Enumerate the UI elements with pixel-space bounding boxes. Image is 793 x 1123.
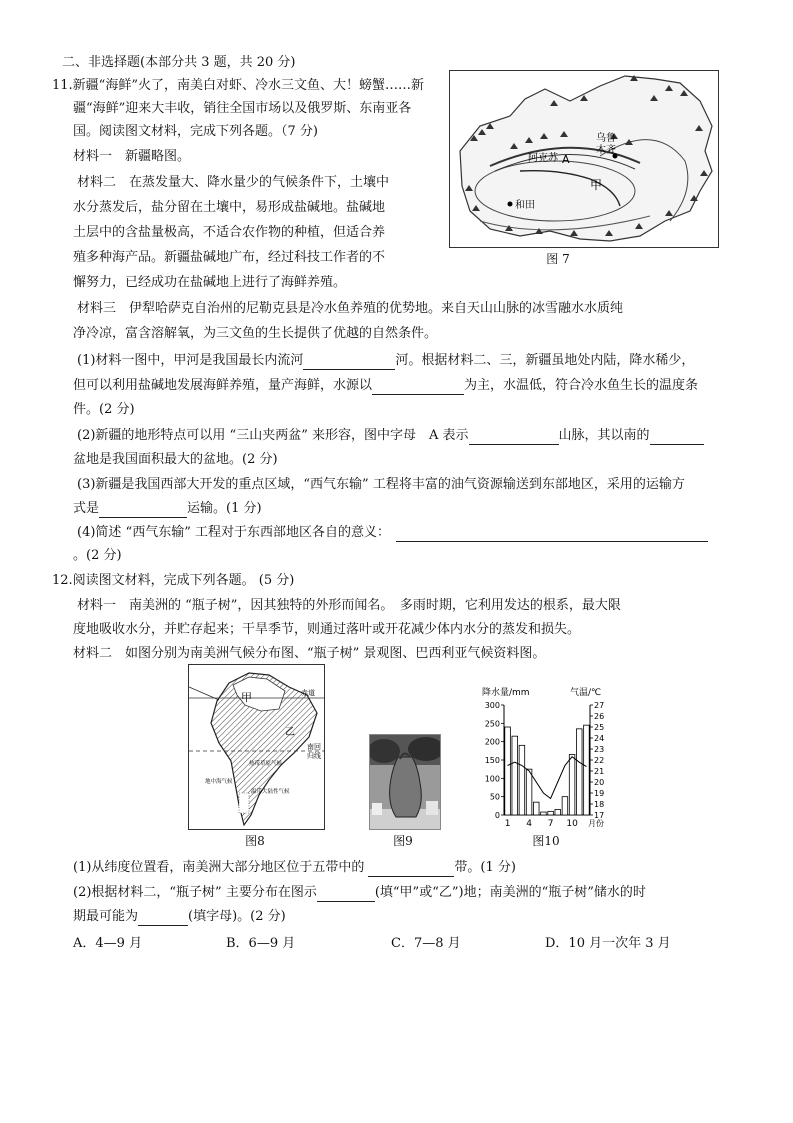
precip-bar bbox=[533, 802, 539, 815]
bottle-tree-photo bbox=[369, 734, 441, 830]
q11-sub4-text-a: (4)简述 “西气东输” 工程对于东西部地区各自的意义： bbox=[77, 525, 390, 540]
q11-sub1-blank-2[interactable] bbox=[372, 380, 464, 395]
precip-bar bbox=[555, 810, 561, 816]
y2-tick-label: 21 bbox=[594, 767, 605, 776]
urumqi-label-1: 乌鲁 bbox=[596, 133, 616, 144]
xinjiang-map bbox=[449, 70, 719, 248]
y-tick-label: 250 bbox=[484, 719, 500, 729]
q11-material-2-a: 材料二 在蒸发量大、降水量少的气候条件下，土壤中 bbox=[77, 175, 390, 190]
q11-sub1-text-d: 为主，水温低，符合冷水鱼生长的温度条 bbox=[464, 378, 699, 393]
urumqi-label-2: 木齐 bbox=[596, 145, 616, 156]
y-tick-label: 200 bbox=[484, 737, 500, 747]
q12-material-2: 材料二 如图分别为南美洲气候分布图、“瓶子树” 景观图、巴西利亚气候资料图。 bbox=[73, 646, 546, 661]
q11-line-1: 11.新疆“海鲜”火了，南美白对虾、冷水三文鱼、大！螃蟹……新 bbox=[52, 78, 424, 93]
q11-sub3-text-c: 运输。(1 分) bbox=[187, 501, 262, 516]
precip-bar bbox=[576, 729, 582, 815]
q11-sub1-text-c: 但可以利用盐碱地发展海鲜养殖，量产海鲜，水源以 bbox=[73, 378, 373, 393]
y2-tick-label: 23 bbox=[594, 745, 605, 754]
fig8-tropic-label-2: 归线 bbox=[307, 752, 321, 760]
fig8-tropic-label-1: 南回 bbox=[307, 743, 321, 751]
y2-axis-label: 气温/℃ bbox=[570, 688, 602, 698]
q11-sub2-text-b: 山脉，其以南的 bbox=[558, 428, 650, 443]
q11-material-1: 材料一 新疆略图。 bbox=[73, 149, 191, 164]
q12-sub1-text-b: 带。(1 分) bbox=[454, 860, 516, 875]
precip-bar bbox=[541, 812, 547, 815]
fig9-caption: 图9 bbox=[393, 834, 413, 848]
aksu-label: 阿克苏 bbox=[528, 153, 558, 164]
y2-tick-label: 20 bbox=[594, 778, 605, 787]
x-tick-label: 10 bbox=[566, 819, 578, 829]
y2-tick-label: 19 bbox=[594, 789, 605, 798]
q11-sub3-blank[interactable] bbox=[99, 503, 187, 518]
q11-sub2-blank-2[interactable] bbox=[650, 430, 704, 445]
q11-sub3-line2 bbox=[73, 500, 262, 518]
precip-bar bbox=[519, 745, 525, 815]
q11-sub1-text-b: 河。根据材料二、三，新疆虽地处内陆，降水稀少， bbox=[395, 353, 695, 368]
q12-sub2-blank-1[interactable] bbox=[317, 887, 375, 902]
y2-tick-label: 22 bbox=[594, 756, 605, 765]
q12-sub1-text-a: (1)从纬度位置看，南美洲大部分地区位于五带中的 bbox=[73, 860, 365, 875]
q12-sub2-line2 bbox=[73, 908, 286, 926]
y-tick-label: 100 bbox=[484, 774, 500, 784]
y-tick-label: 150 bbox=[484, 756, 500, 765]
q11-sub1-line3: 件。(2 分) bbox=[73, 402, 135, 417]
letter-a-label: A bbox=[562, 153, 570, 166]
q12-sub1-blank[interactable] bbox=[368, 862, 454, 877]
q11-material-3-b: 净冷凉，富含溶解氧，为三文鱼的生长提供了优越的自然条件。 bbox=[73, 326, 438, 341]
q12-option-a[interactable]: A．4—9 月 bbox=[73, 936, 143, 951]
section-title: 二、非选择题(本部分共 3 题，共 20 分) bbox=[62, 55, 296, 70]
fig8-yi-label: 乙 bbox=[285, 727, 295, 738]
q12-material-1-a: 材料一 南美洲的 “瓶子树”，因其独特的外形而闻名。 多雨时期，它利用发达的根系，最大限 bbox=[77, 598, 621, 613]
fig8-equator-label: 赤道 bbox=[301, 689, 315, 697]
brasilia-climate-chart bbox=[478, 683, 618, 833]
q11-sub1-blank-1[interactable] bbox=[303, 355, 395, 370]
q11-sub2-line2: 盆地是我国面积最大的盆地。(2 分) bbox=[73, 452, 278, 467]
q12-option-c[interactable]: C．7—8 月 bbox=[391, 936, 461, 951]
q12-option-b[interactable]: B．6—9 月 bbox=[226, 936, 296, 951]
y2-tick-label: 26 bbox=[594, 712, 605, 721]
fig8-caption: 图8 bbox=[245, 834, 265, 848]
q11-sub1-line2 bbox=[73, 377, 698, 395]
fig10-caption: 图10 bbox=[532, 834, 560, 848]
jia-river-label: 甲 bbox=[590, 178, 603, 192]
q11-line-3: 国。阅读图文材料，完成下列各题。（7 分) bbox=[73, 124, 318, 139]
q11-sub3-line1: (3)新疆是我国西部大开发的重点区域，“西气东输” 工程将丰富的油气资源输送到东部地区，采用的运输方 bbox=[77, 477, 685, 492]
q11-material-3-a: 材料三 伊犁哈萨克自治州的尼勒克县是冷水鱼养殖的优势地。来自天山山脉的冰雪融水水质纯 bbox=[77, 301, 624, 316]
q12-sub2-text-c: 期最可能为 bbox=[73, 909, 139, 924]
y-tick-label: 0 bbox=[494, 811, 500, 820]
y2-tick-label: 18 bbox=[594, 800, 605, 809]
q12-sub2-text-d: (填字母)。(2 分) bbox=[188, 909, 286, 924]
precip-bar bbox=[526, 769, 532, 815]
y-axis-label: 降水量/mm bbox=[482, 688, 530, 698]
y-tick-label: 300 bbox=[484, 701, 500, 710]
q11-sub4-line1 bbox=[77, 524, 708, 542]
q12-sub2-blank-2[interactable] bbox=[138, 911, 188, 926]
y2-tick-label: 24 bbox=[594, 734, 605, 743]
precip-bar bbox=[505, 727, 511, 815]
x-axis-label: 月份 bbox=[588, 819, 604, 828]
q11-sub3-text-b: 式是 bbox=[73, 501, 100, 516]
precip-bar bbox=[562, 797, 568, 815]
south-america-climate-map bbox=[188, 664, 325, 830]
q12-sub2-line1 bbox=[73, 884, 646, 902]
hotan-label: 和田 bbox=[515, 200, 535, 211]
precip-bar bbox=[569, 755, 575, 816]
x-tick-label: 7 bbox=[547, 819, 554, 829]
q11-sub1-line1 bbox=[77, 352, 694, 370]
q12-option-d[interactable]: D．10 月一次年 3 月 bbox=[545, 936, 671, 951]
q12-material-1-b: 度地吸收水分，并贮存起来；干旱季节，则通过落叶或开花减少体内水分的蒸发和损失。 bbox=[73, 622, 581, 637]
q11-material-2-c: 土层中的含盐量极高，不适合农作物的种植，但适合养 bbox=[73, 225, 386, 240]
q11-sub2-blank-1[interactable] bbox=[469, 430, 559, 445]
precip-bar bbox=[584, 725, 590, 815]
q11-sub2-text-a: (2)新疆的地形特点可以用 “三山夹两盆” 来形容，图中字母 A 表示 bbox=[77, 428, 469, 443]
q12-sub1-line bbox=[73, 859, 516, 877]
fig8-jia-label: 甲 bbox=[241, 691, 252, 704]
q11-material-2-d: 殖多种海产品。新疆盐碱地广布，经过科技工作者的不 bbox=[73, 250, 386, 265]
q11-sub4-line2: 。(2 分) bbox=[73, 548, 122, 563]
fig8-legend-savanna: 热带草原气候 bbox=[249, 761, 283, 767]
q11-sub2-line1 bbox=[77, 427, 704, 445]
q11-material-2-b: 水分蒸发后，盐分留在土壤中，易形成盐碱地。盐碱地 bbox=[73, 200, 386, 215]
fig8-legend-mediterranean: 地中海气候 bbox=[205, 779, 233, 785]
precip-bar bbox=[512, 736, 518, 815]
q12-sub2-text-b: (填“甲”或“乙”)地；南美洲的“瓶子树”储水的时 bbox=[374, 885, 646, 900]
fig8-legend-continental: 温带大陆性气候 bbox=[251, 789, 290, 795]
x-tick-label: 4 bbox=[526, 819, 532, 829]
y-tick-label: 50 bbox=[489, 792, 500, 802]
fig7-caption: 图 7 bbox=[546, 252, 570, 266]
y2-tick-label: 27 bbox=[594, 701, 605, 710]
q11-line-2: 疆“海鲜”迎来大丰收，销往全国市场以及俄罗斯、东南亚各 bbox=[73, 101, 412, 116]
y2-tick-label: 25 bbox=[594, 723, 605, 732]
q11-sub4-blank[interactable] bbox=[396, 527, 708, 542]
q11-sub1-text-a: (1)材料一图中，甲河是我国最长内流河 bbox=[77, 353, 304, 368]
x-tick-label: 1 bbox=[504, 819, 511, 829]
q12-title: 12.阅读图文材料，完成下列各题。 (5 分) bbox=[52, 573, 295, 588]
y2-tick-label: 17 bbox=[594, 811, 605, 820]
precip-bar bbox=[548, 811, 554, 815]
q12-sub2-text-a: (2)根据材料二，“瓶子树” 主要分布在图示 bbox=[73, 885, 317, 900]
q11-material-2-e: 懈努力，已经成功在盐碱地上进行了海鲜养殖。 bbox=[73, 275, 347, 290]
